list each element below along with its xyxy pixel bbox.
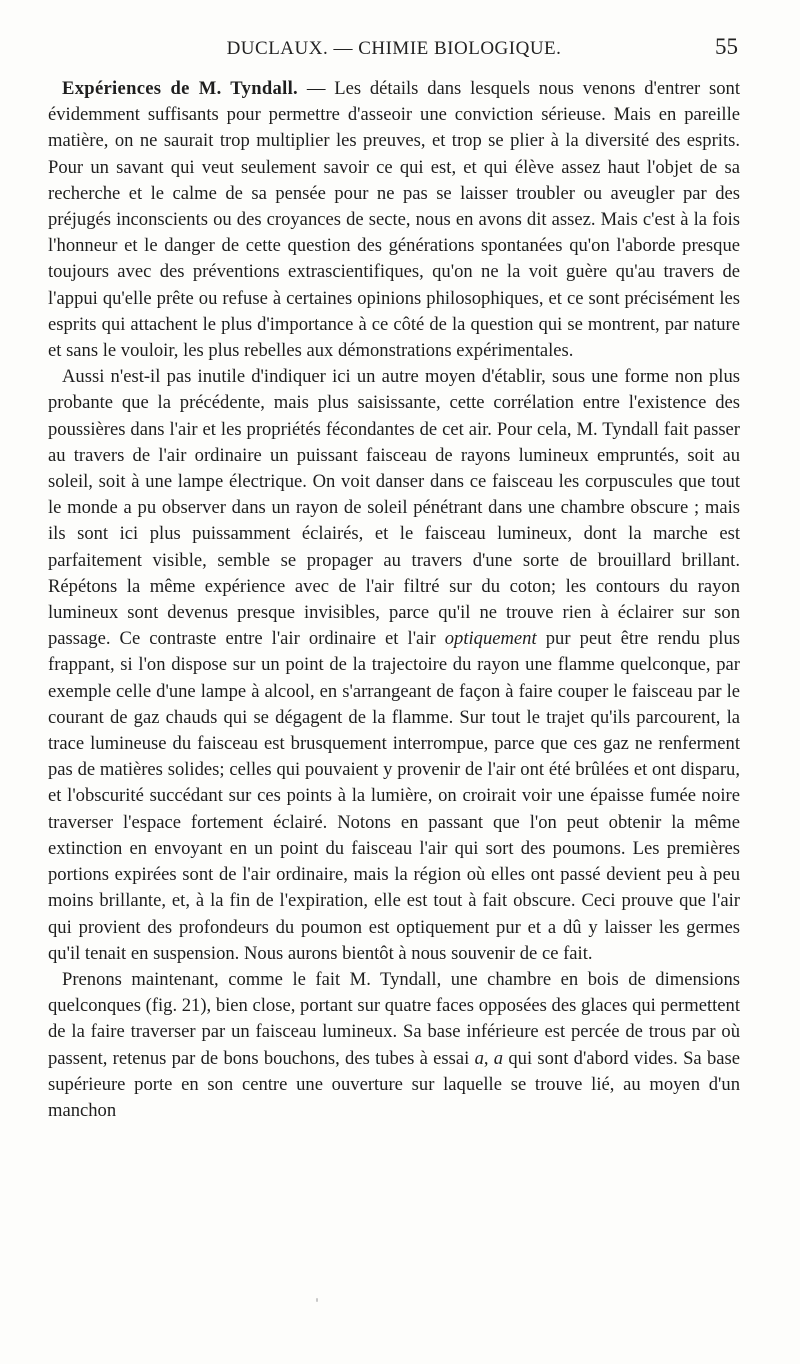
- paragraph-3-text-a: Prenons maintenant, comme le fait M. Tyndall, une chambre en bois de dimensions quelconques (fig. 21), bien close, portant sur quatre faces opposées des glaces qui permettent de la faire traverser par un faisceau lumineux. Sa base inférieure est percée de trous par où passent, retenus par de bons bouchons, des tubes à essai: [48, 968, 740, 1069]
- paragraph-2: [48, 364, 740, 967]
- paragraph-1: [48, 76, 740, 364]
- paper-speck: [316, 1298, 318, 1302]
- variable-a-1: a: [474, 1047, 484, 1069]
- body-text: [48, 76, 740, 1124]
- paragraph-2-text-a: Aussi n'est-il pas inutile d'indiquer ici un autre moyen d'établir, sous une forme non plus probante que la précédente, mais plus saisissante, cette corrélation entre l'existence des poussières dans l'air et les propriétés fécondantes de cet air. Pour cela, M. Tyndall fait passer au travers de l'air ordinaire un puissant faisceau de rayons lumineux empruntés, soit au soleil, soit à une lampe électrique. On voit danser dans ce faisceau les corpuscules que tout le monde a pu observer dans un rayon de soleil pénétrant dans une chambre obscure ; mais ils sont ici plus puissamment éclairés, et le faisceau lumineux, dont la marche est parfaitement visible, semble se propager au travers d'une sorte de brouillard brillant. Répétons la même expérience avec de l'air filtré sur du coton; les contours du rayon lumineux sont devenus presque invisibles, parce qu'il ne trouve rien à éclairer sur son passage. Ce contraste entre l'air ordinaire et l'air: [48, 366, 740, 650]
- variable-a-2: a: [493, 1047, 504, 1069]
- page-header: [48, 30, 740, 64]
- page-number: 55: [715, 34, 738, 59]
- paragraph-3: [48, 967, 740, 1124]
- paragraph-2-text-b: pur peut être rendu plus frappant, si l'on dispose sur un point de la trajectoire du rayon une flamme quelconque, par exemple celle d'une lampe à alcool, en s'arrangeant de façon à faire couper le faisceau par le courant de gaz chauds qui se dégagent de la flamme. Sur tout le trajet qu'ils parcourent, la trace lumineuse du faisceau est brusquement interrompue, parce que ces gaz ne renferment pas de matières solides; celles qui pouvaient y provenir de l'air ont été brûlées et ont disparu, et l'obscurité succédant sur ces points à la lumière, on croirait voir une épaisse fumée noire traverser l'espace fortement éclairé. Notons en passant que l'on peut obtenir la même extinction en envoyant en un point du faisceau l'air qui sort des poumons. Les premières portions expirées sont de l'air ordinaire, mais la région où elles ont passé devient peu à peu moins brillante, et, à la fin de l'expiration, elle est tout à fait obscure. Ceci prouve que l'air qui provient des profondeurs du poumon est optiquement pur et a dû y laisser les germes qu'il tenait en suspension. Nous aurons bientôt à nous souvenir de ce fait.: [48, 628, 740, 964]
- variable-comma: ,: [483, 1047, 489, 1069]
- paragraph-1-text: — Les détails dans lesquels nous venons d'entrer sont évidemment suffisants pour permettre d'asseoir une conviction sérieuse. Mais en pareille matière, on ne saurait trop multiplier les preuves, et trop se plier à la diversité des esprits. Pour un savant qui veut seulement savoir ce qui est, et qui élève assez haut l'objet de sa recherche et le calme de sa pensée pour ne pas se laisser troubler ou aveugler par des préjugés inconscients ou des croyances de secte, nous en avons dit assez. Mais c'est à la fois l'honneur et le danger de cette question des générations spontanées qu'on l'aborde presque toujours avec des préventions extrascientifiques, qu'on ne la voit guère qu'au travers de l'appui qu'elle prête ou refuse à certaines opinions philosophiques, et ce sont précisément les esprits qui attachent le plus d'importance à ce côté de la question qui se montrent, par nature et sans le vouloir, les plus rebelles aux démonstrations expérimentales.: [48, 78, 740, 362]
- running-head: DUCLAUX. — CHIMIE BIOLOGIQUE.: [226, 38, 562, 59]
- section-heading: Expériences de M. Tyndall.: [62, 78, 298, 99]
- italic-term: optiquement: [444, 628, 537, 650]
- paragraph-3-text-b: qui sont d'abord vides. Sa base supérieure porte en son centre une ouverture sur laquelle se trouve lié, au moyen d'un manchon: [48, 1047, 740, 1121]
